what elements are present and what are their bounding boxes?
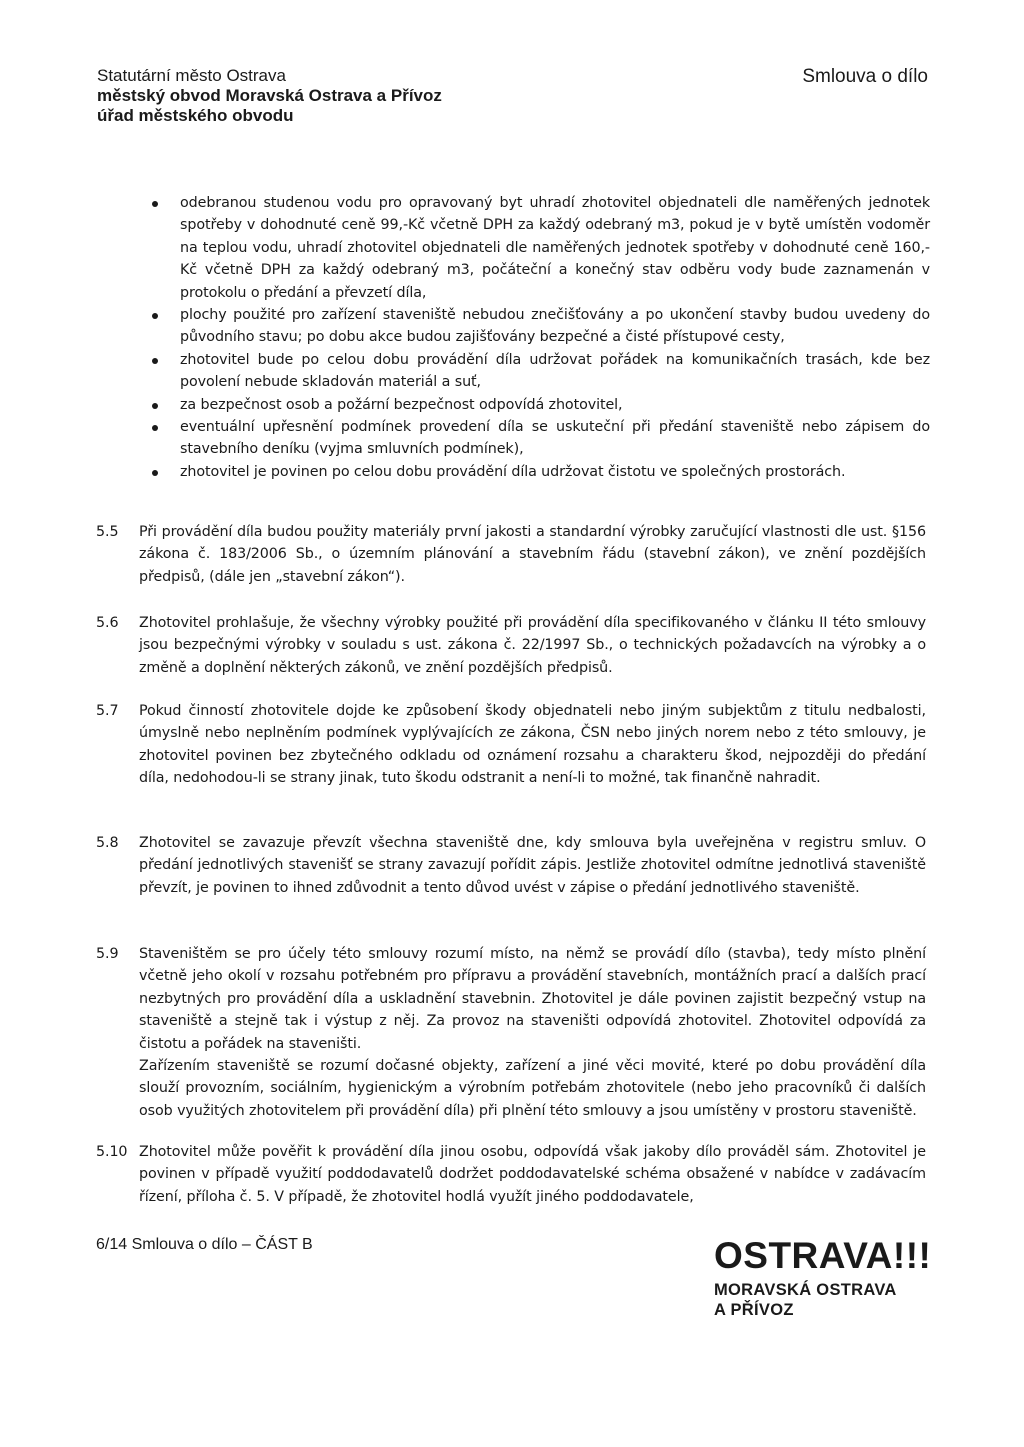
clause-number: 5.8: [96, 835, 119, 851]
clause-5-6: [96, 612, 926, 679]
list-item: eventuální upřesnění podmínek provedení díla se uskuteční při předání staveniště nebo zápisem do stavebního deníku (vyjma smluvních podmínek),: [148, 416, 930, 461]
clause-text: Při provádění díla budou použity materiály první jakosti a standardní výrobky zaručující vlastnosti dle ust. §156 zákona č. 183/2006 Sb., o územním plánování a stavebním řádu (stavební zákon), ve znění pozdějších předpisů, (dále jen „stavební zákon“).: [139, 524, 926, 585]
list-item: plochy použité pro zařízení staveniště nebudou znečišťovány a po ukončení stavby budou uvedeny do původního stavu; po dobu akce budou zajišťovány bezpečné a čisté přístupové cesty,: [148, 304, 930, 349]
clause-text: Zhotovitel může pověřit k provádění díla jinou osobu, odpovídá však jakoby dílo prováděl sám. Zhotovitel je povinen v případě využití poddodavatelů dodržet poddodavatelské schéma obsažené v nabídce v zadávacím řízení, příloha č. 5. V případě, že zhotovitel hodlá využít jiného poddodavatele,: [139, 1144, 926, 1205]
clause-text: Zhotovitel se zavazuje převzít všechna staveniště dne, kdy smlouva byla uveřejněna v registru smluv. O předání jednotlivých stavenišť se strany zavazují pořídit zápis. Jestliže zhotovitel odmítne jednotlivá staveniště převzít, je povinen to ihned zdůvodnit a tento důvod uvést v zápise o předání jednotlivého staveniště.: [139, 835, 926, 896]
clause-number: 5.9: [96, 946, 119, 962]
logo-wordmark: OSTRAVA!!!: [714, 1235, 932, 1276]
header-city: Statutární město Ostrava: [97, 66, 286, 85]
clause-number: 5.7: [96, 703, 119, 719]
logo-district-line2: A PŘÍVOZ: [714, 1301, 794, 1319]
clause-5-5: [96, 521, 926, 588]
list-item: odebranou studenou vodu pro opravovaný byt uhradí zhotovitel objednateli dle naměřených jednotek spotřeby v dohodnuté ceně 99,-Kč včetně DPH za každý odebraný m3, pokud je v bytě umístěn vodoměr na teplou vodu, uhradí zhotovitel objednateli dle naměřených jednotek spotřeby v dohodnuté ceně 160,-Kč včetně DPH za každý odebraný m3, počáteční a konečný stav odběru vody bude zaznamenán v protokolu o předání a převzetí díla,: [148, 192, 930, 304]
ostrava-logo: [714, 1236, 931, 1320]
list-item: za bezpečnost osob a požární bezpečnost odpovídá zhotovitel,: [148, 394, 930, 416]
conditions-list: [148, 192, 930, 483]
page-number: 6/14 Smlouva o dílo – ČÁST B: [96, 1236, 313, 1253]
clause-text: Pokud činností zhotovitele dojde ke způsobení škody objednateli nebo jiným subjektům z titulu nedbalosti, úmyslně nebo neplněním podmínek vyplývajících ze zákona, ČSN nebo jiných norem nebo z této smlouvy, je zhotovitel povinen bez zbytečného odkladu od oznámení rozsahu a charakteru škod, nejpozději do předání díla, nedohodou-li se strany jinak, tuto škodu odstranit a není-li to možné, tak finančně nahradit.: [139, 703, 926, 787]
header-district: městský obvod Moravská Ostrava a Přívoz: [97, 86, 442, 105]
logo-district-line1: MORAVSKÁ OSTRAVA: [714, 1281, 897, 1299]
document-title: Smlouva o dílo: [802, 66, 928, 87]
clause-5-10: [96, 1141, 926, 1208]
clause-number: 5.5: [96, 524, 119, 540]
clause-text: Staveništěm se pro účely této smlouvy rozumí místo, na němž se provádí dílo (stavba), tedy místo plnění včetně jeho okolí v rozsahu potřebném pro přípravu a provádění stavebních, montážních prací a dalších prací nezbytných pro provádění díla a uskladnění stavebnin. Zhotovitel je dále povinen zajistit bezpečný vstup na staveniště a stejně tak i výstup z něj. Za provoz na staveništi odpovídá zhotovitel. Zhotovitel odpovídá za čistotu a pořádek na staveništi.: [139, 946, 926, 1052]
clause-text-continued: Zařízením staveniště se rozumí dočasné objekty, zařízení a jiné věci movité, které po dobu provádění díla slouží provozním, sociálním, hygienickým a výrobním potřebám zhotovitele (nebo jeho pracovníků či dalších osob využitých zhotovitelem při provádění díla) při plnění této smlouvy a jsou umístěny v prostoru staveniště.: [139, 1058, 926, 1119]
clause-5-7: [96, 700, 926, 790]
header-office: úřad městského obvodu: [97, 106, 294, 125]
clause-5-9: [96, 943, 926, 1122]
clause-number: 5.10: [96, 1144, 128, 1160]
clause-number: 5.6: [96, 615, 119, 631]
header-issuer: [97, 66, 442, 126]
list-item: zhotovitel bude po celou dobu provádění díla udržovat pořádek na komunikačních trasách, kde bez povolení nebude skladován materiál a suť,: [148, 349, 930, 394]
list-item: zhotovitel je povinen po celou dobu provádění díla udržovat čistotu ve společných prostorách.: [148, 461, 930, 483]
clause-5-8: [96, 832, 926, 899]
clause-text: Zhotovitel prohlašuje, že všechny výrobky použité při provádění díla specifikovaného v článku II této smlouvy jsou bezpečnými výrobky v souladu s ust. zákona č. 22/1997 Sb., o technických požadavcích na výrobky a o změně a doplnění některých zákonů, ve znění pozdějších předpisů.: [139, 615, 926, 676]
